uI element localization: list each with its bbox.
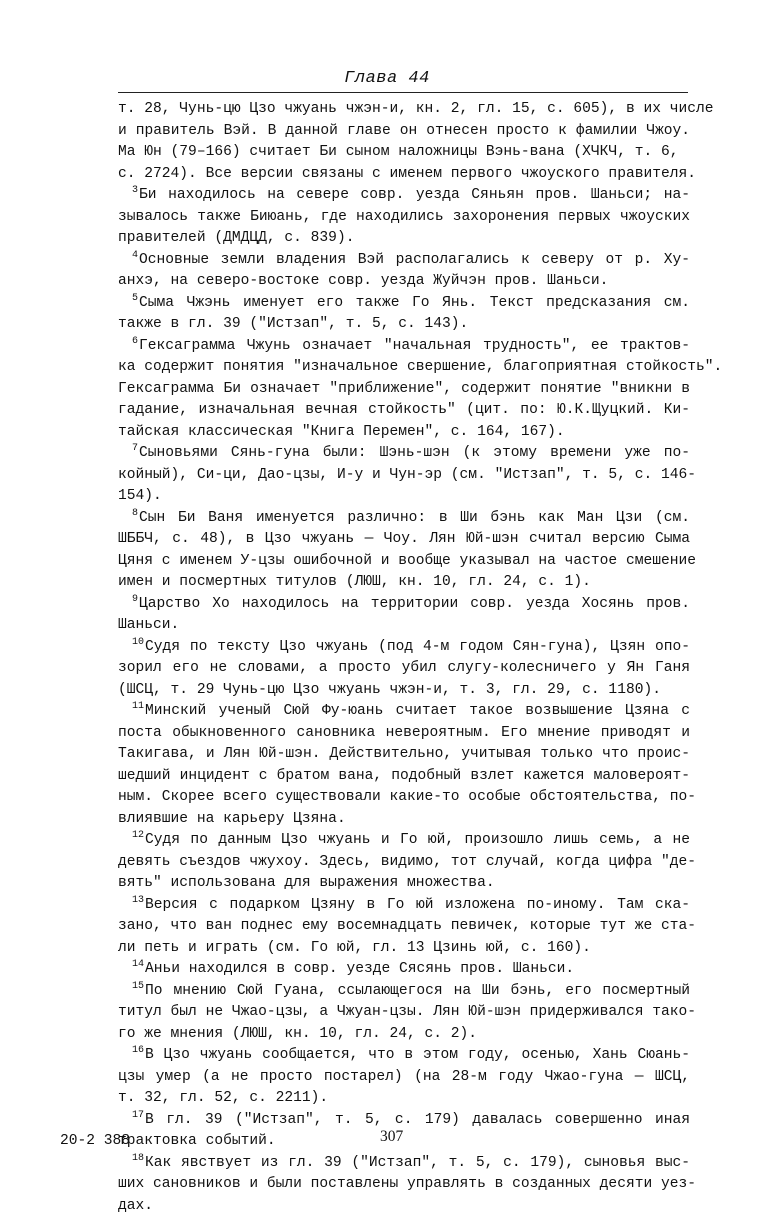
footnote-line [118,228,690,250]
footnote-line [118,207,690,229]
footnote-line [118,1002,690,1024]
line-text: правителей (ДМДЦД, с. 839). [118,230,354,246]
line-text: Минский ученый Сюй Фу-юань считает такое возвышение Цзяна с [145,703,690,719]
footnote-start-line [118,701,690,723]
line-text: титул был не Чжао-цзы, а Чжуан-цзы. Лян Юй-шэн придерживался тако- [118,1004,696,1020]
footnote-number: 14 [132,959,144,970]
line-text: анхэ, на северо-востоке совр. уезда Жуйчэн пров. Шаньси. [118,273,608,289]
footnote-line [118,551,690,573]
line-text: ным. Скорее всего существовали какие-то особые обстоятельства, по- [118,789,696,805]
footnote-line [118,99,690,121]
line-text: Би находилось на севере совр. уезда Сяньян пров. Шаньси; на- [139,187,690,203]
line-text: с. 2724). Все версии связаны с именем первого чжоуского правителя. [118,166,696,182]
line-text: трактовка событий. [118,1133,276,1149]
footnote-line [118,1131,690,1153]
footnote-line [118,572,690,594]
footnote-line [118,809,690,831]
line-text: Гексаграмма Чжунь означает "начальная трудность", ее трактов- [139,338,690,354]
line-text: Сыновьями Сянь-гуна были: Шэнь-шэн (к этому времени уже по- [139,445,690,461]
footnote-start-line [118,508,690,530]
footnote-line [118,744,690,766]
line-text: девять съездов чжухоу. Здесь, видимо, тот случай, когда цифра "де- [118,854,696,870]
line-text: влиявшие на карьеру Цзяна. [118,811,346,827]
footnote-line [118,787,690,809]
footnote-number: 15 [132,981,144,992]
page-number: 307 [380,1128,403,1146]
footnote-line [118,938,690,960]
footnote-line [118,615,690,637]
line-text: Сын Би Ваня именуется различно: в Ши бэнь как Ман Цзи (см. [139,510,690,526]
notes-body [118,99,690,1217]
footnote-start-line [118,185,690,207]
footnote-line [118,529,690,551]
footnote-start-line [118,981,690,1003]
line-text: В гл. 39 ("Истзап", т. 5, с. 179) давалась совершенно иная [145,1112,690,1128]
footnote-number: 12 [132,830,144,841]
footnote-number: 13 [132,895,144,906]
footnote-line [118,723,690,745]
footnote-start-line [118,1153,690,1175]
line-text: 154). [118,488,162,504]
footnote-start-line [118,1045,690,1067]
footnote-start-line [118,830,690,852]
footnote-line [118,873,690,895]
footnote-number: 6 [132,336,138,347]
footnote-number: 4 [132,250,138,261]
line-text: тайская классическая "Книга Перемен", с. 164, 167). [118,424,565,440]
footnote-line [118,680,690,702]
footnote-start-line [118,637,690,659]
footnote-line [118,422,690,444]
footnote-line [118,1024,690,1046]
footnote-number: 11 [132,701,144,712]
footnote-start-line [118,959,690,981]
line-text: и правитель Вэй. В данной главе он отнесен просто к фамилии Чжоу. [118,123,690,139]
running-header: Глава 44 [0,69,774,88]
footnote-line [118,379,690,401]
footnote-line [118,916,690,938]
printer-signature: 20-2 388 [60,1133,130,1149]
line-text: зано, что ван поднес ему восемнадцать певичек, которые тут же ста- [118,918,696,934]
line-text: По мнению Сюй Гуана, ссылающегося на Ши бэнь, его посмертный [145,983,690,999]
footnote-line [118,400,690,422]
line-text: шедший инцидент с братом вана, подобный взлет кажется маловероят- [118,768,690,784]
footnote-line [118,1088,690,1110]
footnote-number: 18 [132,1153,144,1164]
line-text: т. 28, Чунь-цю Цзо чжуань чжэн-и, кн. 2, гл. 15, с. 605), в их числе [118,101,714,117]
footnote-line [118,1174,690,1196]
footnote-line [118,142,690,164]
footnote-line [118,766,690,788]
footnote-number: 9 [132,594,138,605]
footnote-line [118,121,690,143]
line-text: также в гл. 39 ("Истзап", т. 5, с. 143). [118,316,468,332]
line-text: Цяня с именем У-цзы ошибочной и вообще указывал на частое смешение [118,553,696,569]
line-text: цзы умер (а не просто постарел) (на 28-м году Чжао-гуна — ШСЦ, [118,1069,690,1085]
line-text: ШББЧ, с. 48), в Цзо чжуань — Чоу. Лян Юй-шэн считал версию Сыма [118,531,690,547]
footnote-start-line [118,895,690,917]
footnote-number: 16 [132,1045,144,1056]
footnote-start-line [118,336,690,358]
line-text: Судя по данным Цзо чжуань и Го юй, произошло лишь семь, а не [145,832,690,848]
footnote-line [118,1196,690,1217]
footnote-number: 7 [132,443,138,454]
footnote-line [118,658,690,680]
footnote-number: 8 [132,508,138,519]
footnote-line [118,271,690,293]
footnote-start-line [118,1110,690,1132]
footnote-start-line [118,293,690,315]
footnote-start-line [118,594,690,616]
line-text: имен и посмертных титулов (ЛЮШ, кн. 10, гл. 24, с. 1). [118,574,591,590]
line-text: гадание, изначальная вечная стойкость" (цит. по: Ю.К.Щуцкий. Ки- [118,402,690,418]
line-text: Версия с подарком Цзяну в Го юй изложена по-иному. Там ска- [145,897,690,913]
footnote-number: 3 [132,185,138,196]
footnote-line [118,1067,690,1089]
line-text: поста обыкновенного сановника невероятным. Его мнение приводят и [118,725,690,741]
line-text: Гексаграмма Би означает "приближение", содержит понятие "вникни в [118,381,690,397]
line-text: Как явствует из гл. 39 ("Истзап", т. 5, с. 179), сыновья выс- [145,1155,690,1171]
line-text: Основные земли владения Вэй располагались к северу от р. Ху- [139,252,690,268]
footnote-number: 17 [132,1110,144,1121]
line-text: дах. [118,1198,153,1214]
line-text: Сыма Чжэнь именует его также Го Янь. Текст предсказания см. [139,295,690,311]
line-text: В Цзо чжуань сообщается, что в этом году, осенью, Хань Сюань- [145,1047,690,1063]
line-text: ка содержит понятия "изначальное свершение, благоприятная стойкость". [118,359,722,375]
line-text: Такигава, и Лян Юй-шэн. Действительно, учитывая только что проис- [118,746,690,762]
footnote-line [118,465,690,487]
footnote-line [118,486,690,508]
line-text: зывалось также Биюань, где находились захоронения первых чжоуских [118,209,690,225]
line-text: Царство Хо находилось на территории совр. уезда Хосянь пров. [139,596,690,612]
footnote-start-line [118,250,690,272]
line-text: го же мнения (ЛЮШ, кн. 10, гл. 24, с. 2). [118,1026,477,1042]
footnote-line [118,164,690,186]
line-text: Судя по тексту Цзо чжуань (под 4-м годом Сян-гуна), Цзян опо- [145,639,690,655]
header-rule [118,92,688,93]
line-text: т. 32, гл. 52, с. 2211). [118,1090,328,1106]
footnote-number: 10 [132,637,144,648]
line-text: ли петь и играть (см. Го юй, гл. 13 Цзинь юй, с. 160). [118,940,591,956]
footnote-start-line [118,443,690,465]
footnote-line [118,852,690,874]
line-text: койный), Си-ци, Дао-цзы, И-у и Чун-эр (см. "Истзап", т. 5, с. 146- [118,467,696,483]
line-text: (ШСЦ, т. 29 Чунь-цю Цзо чжуань чжэн-и, т. 3, гл. 29, с. 1180). [118,682,661,698]
line-text: Ма Юн (79–166) считает Би сыном наложницы Вэнь-вана (ХЧКЧ, т. 6, [118,144,679,160]
line-text: Шаньси. [118,617,179,633]
line-text: Аньи находился в совр. уезде Сясянь пров. Шаньси. [145,961,574,977]
line-text: зорил его не словами, а просто убил слугу-колесничего у Ян Ганя [118,660,690,676]
footnote-line [118,357,690,379]
footnote-line [118,314,690,336]
footnote-number: 5 [132,293,138,304]
line-text: ших сановников и были поставлены управлять в созданных десяти уез- [118,1176,696,1192]
line-text: вять" использована для выражения множества. [118,875,495,891]
